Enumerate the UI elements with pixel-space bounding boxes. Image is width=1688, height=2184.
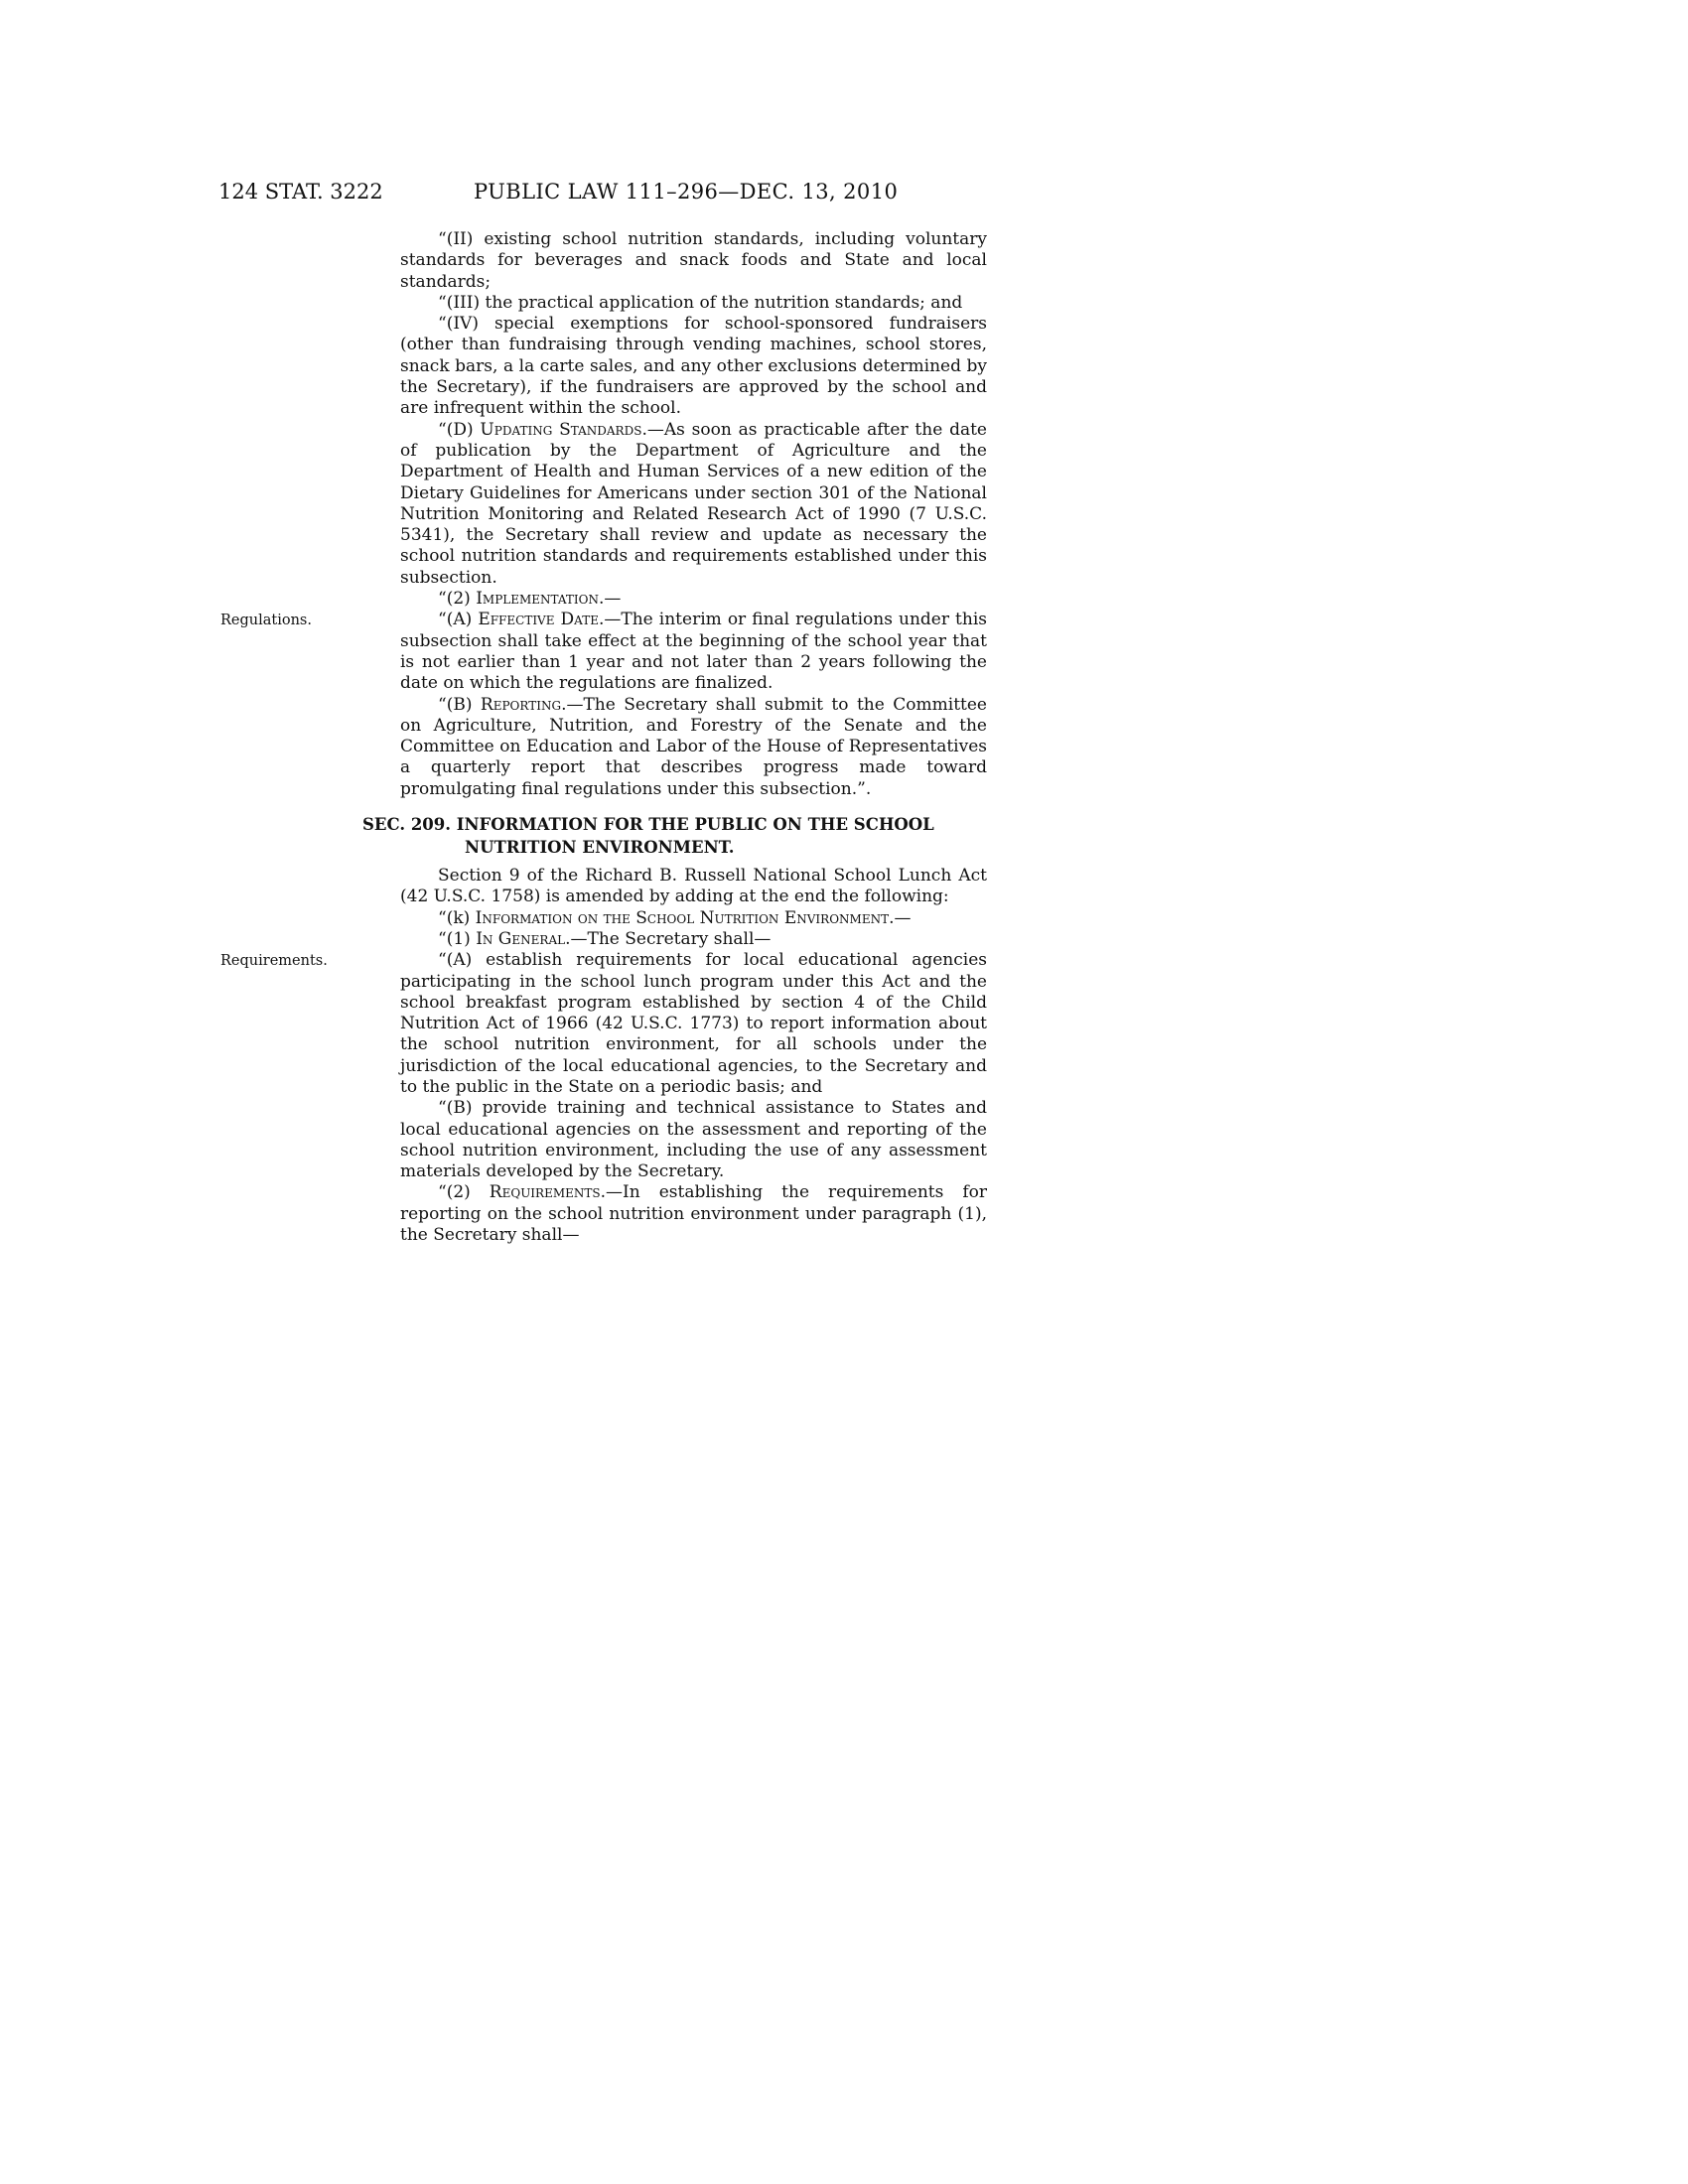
small-caps-term: Updating Standards: [480, 419, 642, 440]
text-run: .—The Secretary shall submit to the Committee on Agriculture, Nutrition, and Forestry of the Senate and the Committee on Education and Labor of the House of Representatives a quarterly report that describes progress made toward promulgating final regulations under this subsection.”.: [400, 694, 987, 799]
small-caps-term: Effective Date: [478, 610, 599, 630]
text-run: .—The interim or final regulations under this subsection shall take effect at the beginning of the school year that is not earlier than 1 year and not later than 2 years following the date on which the regulations are finalized.: [400, 610, 987, 694]
paragraph: [400, 293, 987, 314]
text-run: “(II) existing school nutrition standards, including voluntary standards for beverages and snack foods and State and local standards;: [400, 229, 987, 292]
paragraph: [400, 589, 987, 610]
text-run: “(D): [438, 419, 481, 440]
small-caps-term: Requirements: [489, 1182, 601, 1203]
text-run: .—: [598, 589, 622, 610]
paragraph: [400, 1098, 987, 1182]
text-run: “(A): [438, 610, 479, 630]
paragraph: [400, 950, 987, 1098]
paragraph: [400, 929, 987, 950]
text-run: .—As soon as practicable after the date of publication by the Department of Agriculture and the Department of Health and Human Services of a new edition of the Dietary Guidelines for Americans under section 301 of the National Nutrition Monitoring and Related Research Act of 1990 (7 U.S.C. 5341), the Secretary shall review and update as necessary the school nutrition standards and requirements established under this subsection.: [400, 419, 987, 588]
small-caps-term: Reporting: [480, 694, 562, 715]
paragraph: [400, 908, 987, 929]
statute-page-number: 124 STAT. 3222: [218, 180, 383, 204]
small-caps-term: Implementation: [476, 589, 599, 610]
text-run: .—In establishing the requirements for reporting on the school nutrition environment under paragraph (1), the Secretary shall—: [400, 1182, 988, 1246]
paragraph: [400, 610, 987, 694]
text-run: Section 9 of the Richard B. Russell National School Lunch Act (42 U.S.C. 1758) is amended by adding at the end the following:: [400, 866, 987, 907]
paragraph: [400, 229, 987, 293]
text-run: “(IV) special exemptions for school-sponsored fundraisers (other than fundraising through vending machines, school stores, snack bars, a la carte sales, and any other exclusions determined by the Secretary), if the fundraisers are approved by the school and are infrequent within the school.: [400, 314, 987, 419]
text-run: “(B) provide training and technical assistance to States and local educational agencies on the assessment and reporting of the school nutrition environment, including the use of any assessment materials developed by the Secretary.: [400, 1098, 987, 1182]
margin-note: Requirements.: [220, 953, 328, 969]
small-caps-term: Information on the School Nutrition Environment: [475, 907, 890, 928]
small-caps-term: In General: [476, 928, 566, 949]
section-heading: [362, 814, 987, 859]
margin-note: Regulations.: [220, 613, 312, 628]
text-run: “(2): [438, 1182, 490, 1203]
paragraph: [400, 1182, 987, 1246]
paragraph: [400, 866, 987, 908]
document-body: [362, 229, 988, 1246]
paragraph: [400, 695, 987, 800]
text-run: “(2): [438, 589, 477, 610]
paragraph: [400, 314, 987, 419]
text-run: “(III) the practical application of the nutrition standards; and: [438, 292, 963, 313]
text-run: .—The Secretary shall—: [565, 928, 772, 949]
paragraph: [400, 420, 987, 589]
running-head-law-title: PUBLIC LAW 111–296—DEC. 13, 2010: [474, 180, 899, 204]
text-run: .—: [889, 907, 912, 928]
text-run: SEC. 209. INFORMATION FOR THE PUBLIC ON THE SCHOOL NUTRITION ENVIRONMENT.: [362, 815, 934, 857]
text-run: “(B): [438, 694, 481, 715]
text-run: “(1): [438, 928, 477, 949]
text-run: “(A) establish requirements for local educational agencies participating in the school lunch program under this Act and the school breakfast program established by section 4 of the Child Nutrition Act of 1966 (42 U.S.C. 1773) to report information about the school nutrition environment, for all schools under the jurisdiction of the local educational agencies, to the Secretary and to the public in the State on a periodic basis; and: [400, 950, 987, 1097]
text-run: “(k): [438, 907, 476, 928]
